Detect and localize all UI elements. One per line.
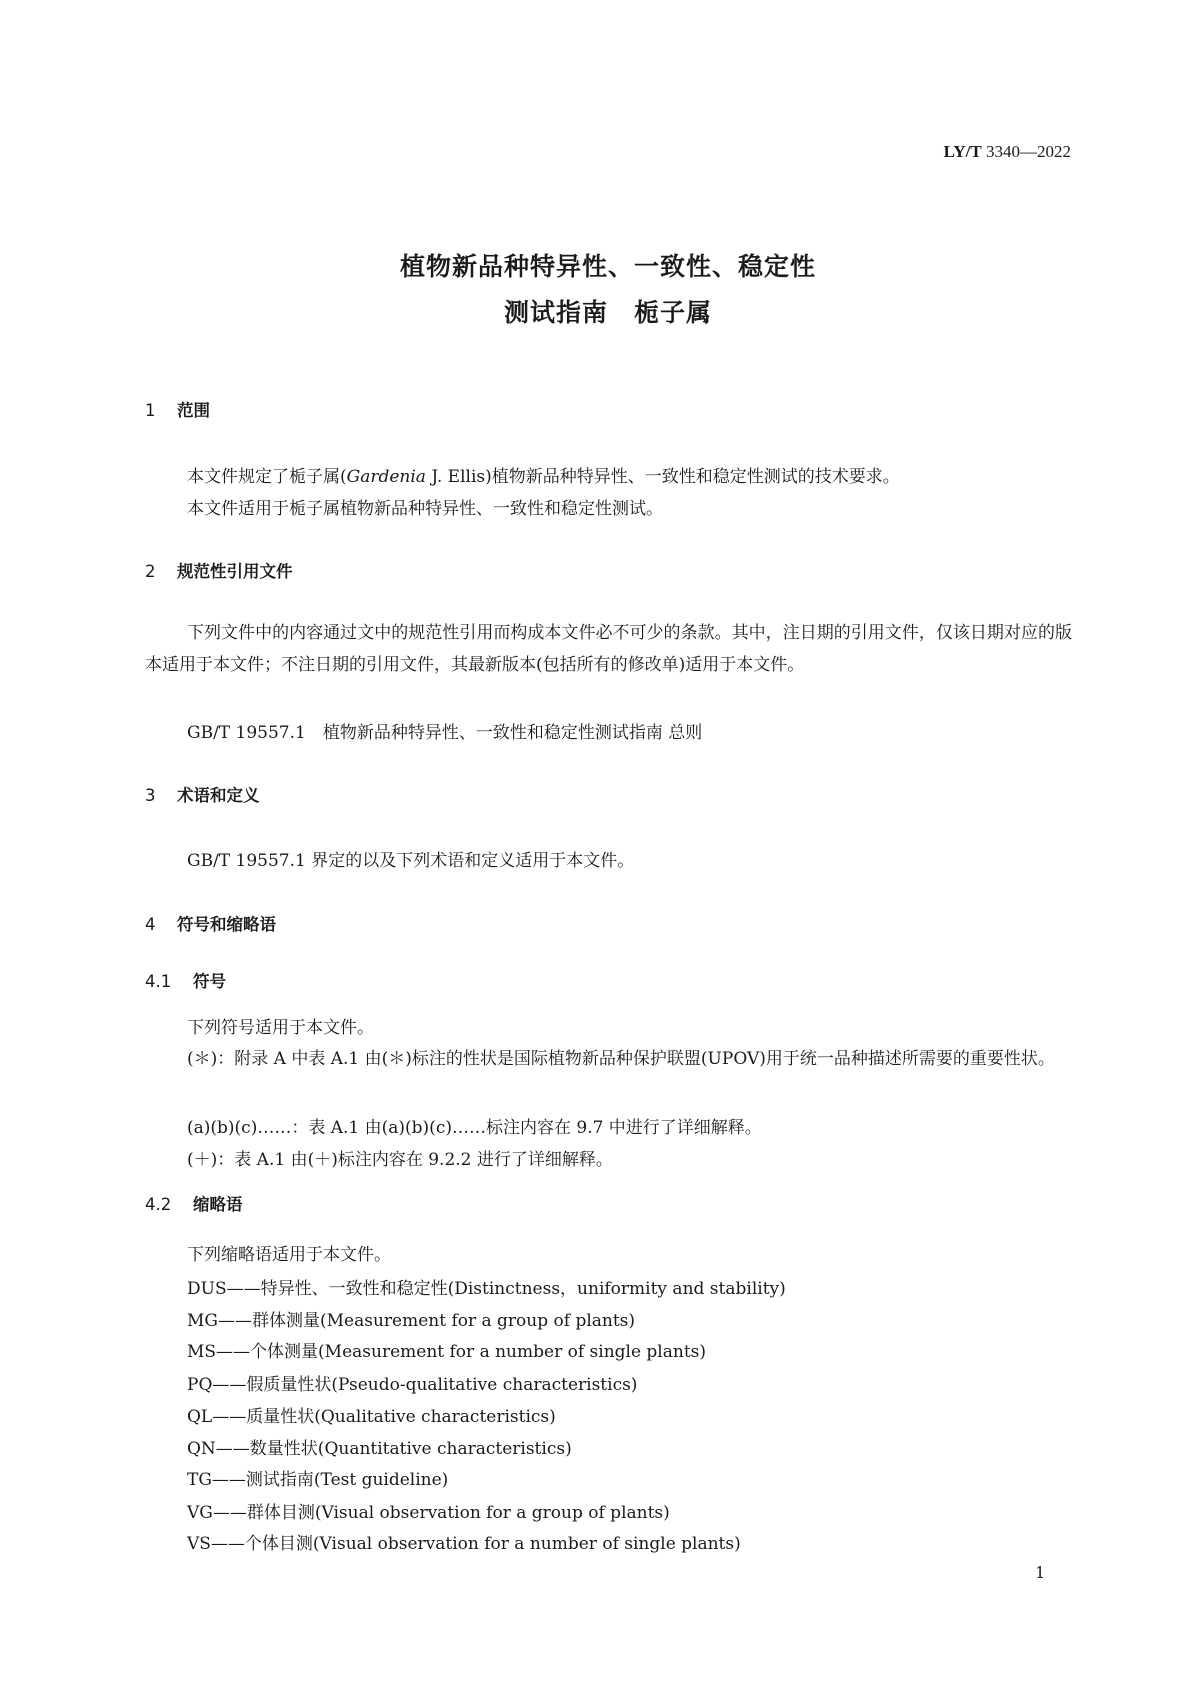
abbreviation-item: QL——质量性状(Qualitative characteristics) — [187, 1407, 556, 1427]
standard-number: LY/T 3340—2022 — [943, 142, 1071, 161]
abbreviation-item: PQ——假质量性状(Pseudo-qualitative characteristics) — [187, 1375, 638, 1395]
section-3-heading: 3 术语和定义 — [145, 786, 260, 805]
abbreviation-item: VG——群体目测(Visual observation for a group of plants) — [187, 1503, 670, 1523]
abbreviation-item: QN——数量性状(Quantitative characteristics) — [187, 1439, 572, 1459]
symbol-abc: (a)(b)(c)……：表 A.1 由(a)(b)(c)……标注内容在 9.7 中进行了详细解释。 — [187, 1118, 762, 1138]
symbols-intro: 下列符号适用于本文件。 — [187, 1018, 374, 1038]
title-line-1: 植物新品种特异性、一致性、稳定性 — [399, 252, 816, 281]
document-title — [0, 244, 1191, 336]
abbreviation-item: MG——群体测量(Measurement for a group of plants) — [187, 1311, 636, 1331]
abbreviation-item: TG——测试指南(Test guideline) — [187, 1470, 449, 1490]
section-4-2-heading: 4.2 缩略语 — [145, 1195, 243, 1214]
abbreviation-item: VS——个体目测(Visual observation for a number of single plants) — [187, 1534, 741, 1554]
abbreviations-intro: 下列缩略语适用于本文件。 — [187, 1245, 391, 1265]
scope-paragraph-1: 本文件规定了栀子属(Gardenia J. Ellis)植物新品种特异性、一致性和稳定性测试的技术要求。 — [187, 467, 900, 487]
section-1-heading: 1 范围 — [145, 401, 210, 420]
normative-references-paragraph: 下列文件中的内容通过文中的规范性引用而构成本文件必不可少的条款。其中，注日期的引用文件，仅该日期对应的版本适用于本文件；不注日期的引用文件，其最新版本(包括所有的修改单)适用于本文件。 — [145, 623, 1072, 675]
abbreviation-item: MS——个体测量(Measurement for a number of single plants) — [187, 1342, 707, 1362]
symbol-plus: (＋)：表 A.1 由(＋)标注内容在 9.2.2 进行了详细解释。 — [187, 1150, 613, 1170]
abbreviation-item: DUS——特异性、一致性和稳定性(Distinctness，uniformity and stability) — [187, 1279, 786, 1299]
symbol-asterisk: (＊)：附录 A 中表 A.1 由(＊)标注的性状是国际植物新品种保护联盟(UPOV)用于统一品种描述所需要的重要性状。 — [187, 1049, 1055, 1069]
scope-paragraph-2: 本文件适用于栀子属植物新品种特异性、一致性和稳定性测试。 — [187, 499, 663, 519]
section-4-heading: 4 符号和缩略语 — [145, 915, 276, 934]
page-number: 1 — [1035, 1563, 1046, 1582]
reference-item: GB/T 19557.1 植物新品种特异性、一致性和稳定性测试指南 总则 — [187, 723, 703, 743]
section-4-1-heading: 4.1 符号 — [145, 972, 226, 991]
terms-paragraph: GB/T 19557.1 界定的以及下列术语和定义适用于本文件。 — [187, 851, 635, 871]
section-2-heading: 2 规范性引用文件 — [145, 562, 293, 581]
title-line-2: 测试指南 栀子属 — [503, 298, 712, 327]
